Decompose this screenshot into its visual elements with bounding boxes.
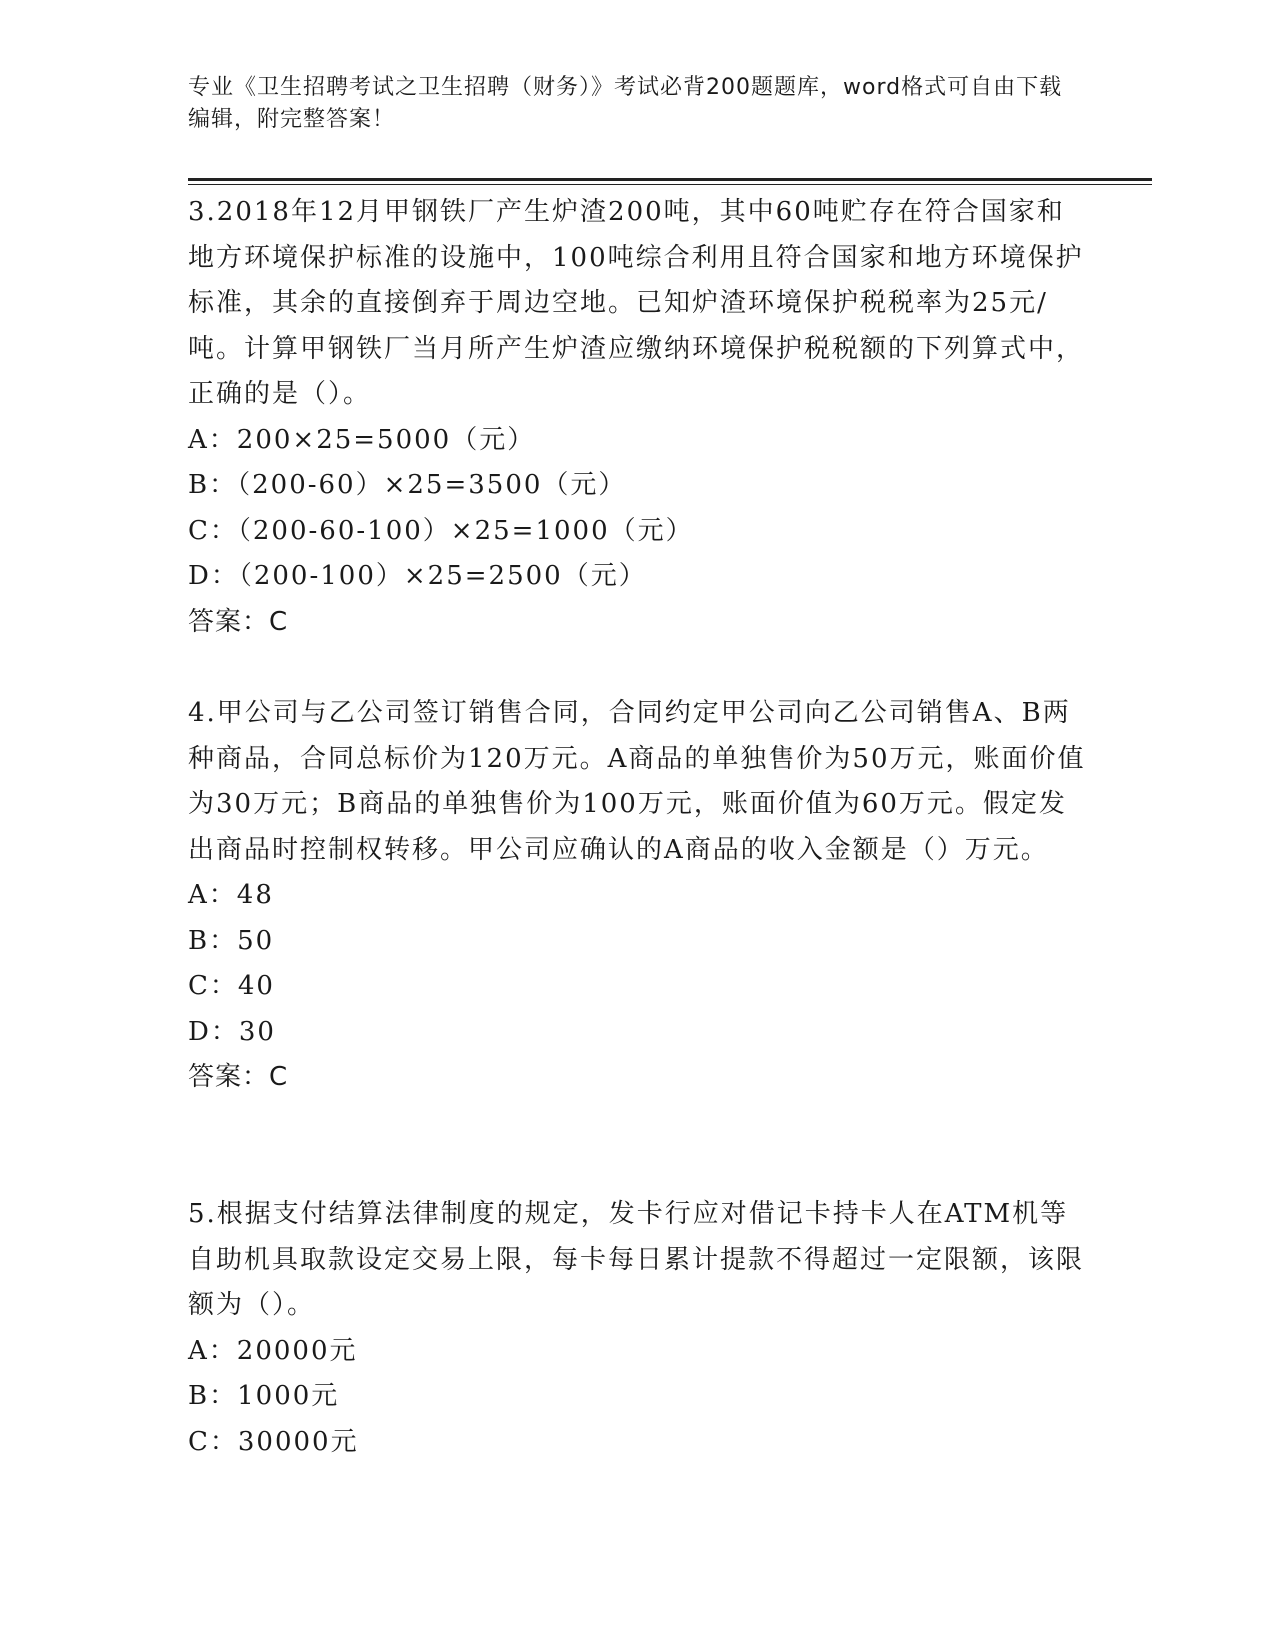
option-d: D：30: [188, 1016, 276, 1047]
question-stem: 3.2018年12月甲钢铁厂产生炉渣200吨，其中60吨贮存在符合国家和地方环境保护标准的设施中，100吨综合利用且符合国家和地方环境保护标准，其余的直接倒弃于周边空地。已知炉渣环境保护税税率为25元/吨。计算甲钢铁厂当月所产生炉渣应缴纳环境保护税税额的下列算式中，正确的是（）。: [188, 197, 1085, 409]
option-c: C：30000元: [188, 1426, 359, 1457]
option-a: A：200×25=5000（元）: [188, 424, 536, 455]
question-stem: 4.甲公司与乙公司签订销售合同，合同约定甲公司向乙公司销售A、B两种商品，合同总标价为120万元。A商品的单独售价为50万元，账面价值为30万元；B商品的单独售价为100万元，账面价值为60万元。假定发出商品时控制权转移。甲公司应确认的A商品的收入金额是（）万元。: [188, 698, 1086, 865]
question-3: [188, 190, 1088, 645]
question-4: [188, 691, 1088, 1101]
option-d: D：（200-100）×25=2500（元）: [188, 561, 647, 591]
option-a: A：48: [188, 880, 274, 910]
option-c: C：40: [188, 971, 275, 1001]
header-divider-thick: [188, 178, 1152, 181]
document-header: 专业《卫生招聘考试之卫生招聘（财务）》考试必背200题题库，word格式可自由下载编辑，附完整答案！: [188, 75, 1063, 132]
option-c: C：（200-60-100）×25=1000（元）: [188, 515, 694, 546]
option-b: B：（200-60）×25=3500（元）: [188, 470, 627, 500]
option-b: B：50: [188, 925, 275, 956]
option-a: A：20000元: [188, 1335, 358, 1366]
answer-line: 答案：C: [188, 1062, 289, 1092]
question-stem: 5.根据支付结算法律制度的规定，发卡行应对借记卡持卡人在ATM机等自助机具取款设定交易上限，每卡每日累计提款不得超过一定限额，该限额为（）。: [188, 1199, 1085, 1320]
answer-line: 答案：C: [188, 606, 289, 637]
header-divider-thin: [188, 184, 1152, 185]
question-5: [188, 1192, 1088, 1465]
option-b: B：1000元: [188, 1381, 340, 1411]
